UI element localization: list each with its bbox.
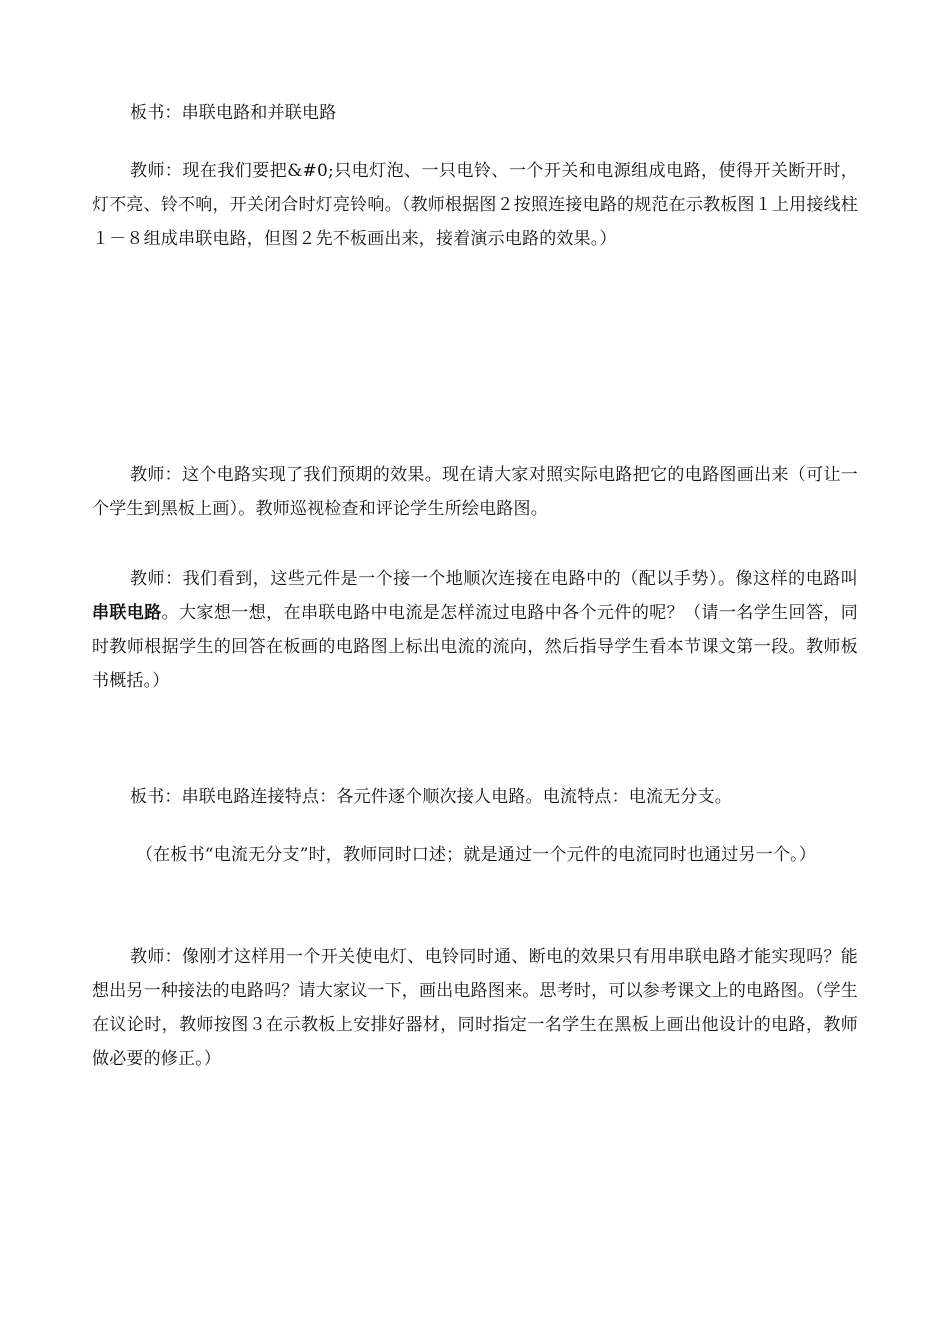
paragraph-board-title: 板书：串联电路和并联电路 bbox=[130, 103, 337, 123]
paragraph-text-after: 。大家想一想，在串联电路中电流是怎样流过电路中各个元件的呢？（请一名学生回答，同时教师根据学生的回答在板画的电路图上标出电流的流向，然后指导学生看本节课文第一段。教师板书概括。） bbox=[92, 603, 858, 691]
paragraph-oral-note: （在板书“电流无分支”时，教师同时口述；就是通过一个元件的电流同时也通过另一个。） bbox=[136, 845, 817, 865]
term-series-circuit: 串联电路 bbox=[92, 603, 162, 623]
paragraph-teacher-effect: 教师：这个电路实现了我们预期的效果。现在请大家对照实际电路把它的电路图画出来（可让一个学生到黑板上画）。教师巡视检查和评论学生所绘电路图。 bbox=[92, 465, 858, 519]
paragraph-teacher-intro: 教师：现在我们要把&#0;只电灯泡、一只电铃、一个开关和电源组成电路，使得开关断开时，灯不亮、铃不响，开关闭合时灯亮铃响。（教师根据图２按照连接电路的规范在示教板图１上用接线柱１－８组成串联电路，但图２先不板画出来，接着演示电路的效果。） bbox=[92, 161, 858, 249]
paragraph-teacher-question: 教师：像刚才这样用一个开关使电灯、电铃同时通、断电的效果只有用串联电路才能实现吗？能想出另一种接法的电路吗？请大家议一下，画出电路图来。思考时，可以参考课文上的电路图。（学生在议论时，教师按图３在示教板上安排好器材，同时指定一名学生在黑板上画出他设计的电路，教师做必要的修正。） bbox=[92, 947, 858, 1069]
paragraph-board-features: 板书：串联电路连接特点：各元件逐个顺次接人电路。电流特点：电流无分支。 bbox=[130, 787, 732, 807]
paragraph-teacher-series bbox=[92, 562, 858, 698]
paragraph-text-before: 教师：我们看到，这些元件是一个接一个地顺次连接在电路中的（配以手势）。像这样的电路叫 bbox=[130, 569, 858, 589]
